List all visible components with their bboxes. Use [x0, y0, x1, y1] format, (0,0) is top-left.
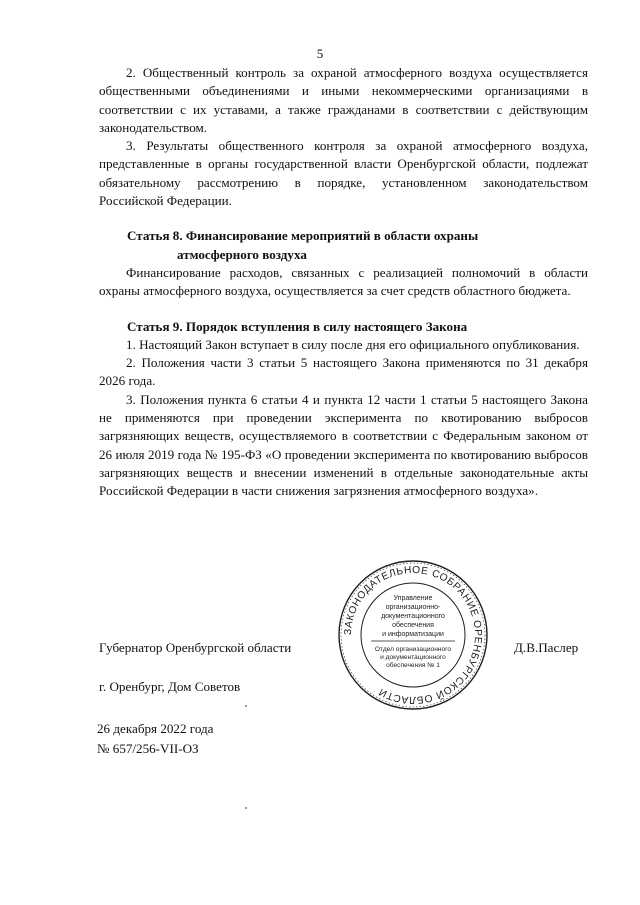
signing-place: г. Оренбург, Дом Советов [99, 679, 241, 694]
signatory-title: Губернатор Оренбургской области [99, 640, 292, 655]
seal-line-6: Отдел организационного [374, 646, 452, 653]
article-8-title-line2: атмосферного воздуха [177, 246, 307, 262]
seal-line-1: Управление [393, 595, 433, 602]
seal-line-7: и документационного [380, 654, 446, 661]
page-number: 5 [316, 46, 324, 61]
scan-speck [245, 807, 247, 809]
signatory-name: Д.В.Паслер [514, 640, 579, 655]
article-8-paragraph: Финансирование расходов, связанных с реализацией полномочий в области охраны атмосферного воздуха, осуществляется за счет средств областного бюджета. [99, 264, 588, 299]
seal-line-8: обеспечения № 1 [386, 662, 440, 669]
article-9-paragraph-2: 2. Положения части 3 статьи 5 настоящего Закона применяются по 31 декабря 2026 года. [99, 355, 588, 389]
seal-ring-text: ЗАКОНОДАТЕЛЬНОЕ СОБРАНИЕ ОРЕНБУРГСКОЙ ОБЛАСТИ [342, 564, 484, 706]
document-body [99, 64, 588, 501]
seal-line-4: обеспечения [392, 622, 434, 629]
seal-line-3: документационного [381, 613, 445, 620]
article-9-heading: Статья 9. Порядок вступления в силу настоящего Закона [127, 318, 468, 334]
article-9-paragraph-3: 3. Положения пункта 6 статьи 4 и пункта 12 части 1 статьи 5 настоящего Закона не применяются при проведении эксперимента по квотированию выбросов загрязняющих веществ, осуществляемого в соответствии с Федеральным законом от 26 июля 2019 года № 195-ФЗ «О проведении эксперимента по квотированию выбросов загрязняющих веществ и внесении изменений в отдельные законодательные акты Российской Федерации в части снижения загрязнения атмосферного воздуха». [99, 391, 588, 499]
official-seal [337, 559, 489, 711]
scan-speck [245, 705, 247, 707]
paragraph-public-control-3: 3. Результаты общественного контроля за охраной атмосферного воздуха, представленные в органы государственной власти Оренбургской области, подлежат обязательному рассмотрению в порядке, установленном законодательством Российской Федерации. [99, 138, 588, 209]
seal-line-2: организационно- [385, 604, 441, 611]
law-number: № 657/256-VII-ОЗ [97, 741, 199, 756]
law-date: 26 декабря 2022 года [97, 721, 214, 736]
article-9-paragraph-1: 1. Настоящий Закон вступает в силу после дня его официального опубликования. [126, 336, 580, 352]
paragraph-public-control-2: 2. Общественный контроль за охраной атмосферного воздуха осуществляется общественными объединениями и иными некоммерческими организациями в соответствии с их уставами, а также гражданами в соответствии с действующим законодательством. [99, 65, 588, 135]
article-8-title-line1: Статья 8. Финансирование мероприятий в области охраны [127, 228, 479, 244]
article-8-heading [99, 227, 588, 264]
seal-line-5: и информатизации [382, 631, 444, 638]
